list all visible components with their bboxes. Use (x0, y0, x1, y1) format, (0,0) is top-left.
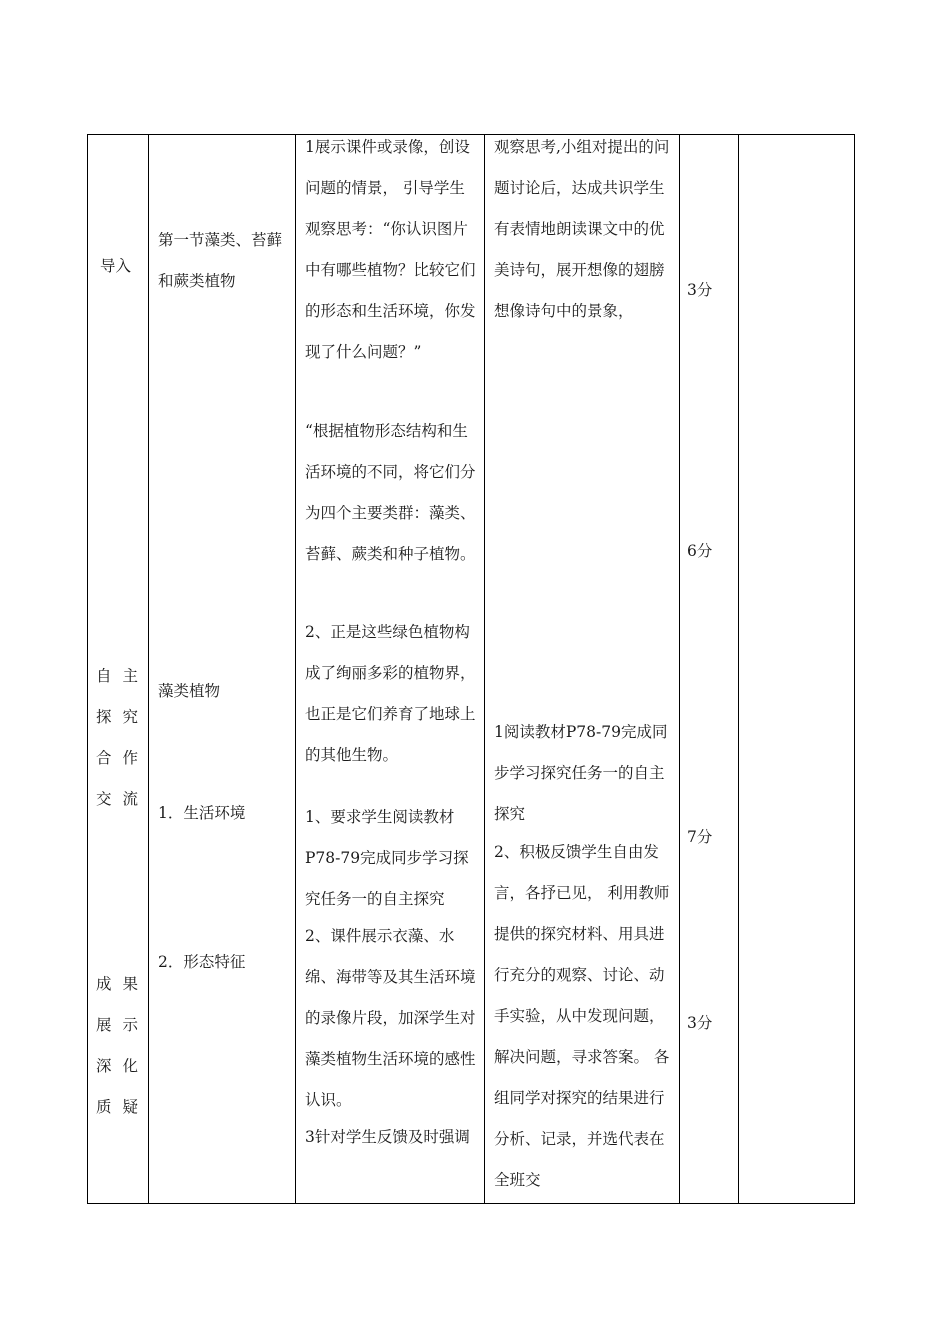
time-allocation-4: 3分 (687, 1014, 713, 1032)
teacher-activity-2: “根据植物形态结构和生活环境的不同，将它们分为四个主要类群：藻类、苔藓、蕨类和种子植物。 (305, 422, 476, 563)
stage-explore: 自 主 探 究 合 作 交流 (96, 667, 138, 808)
column-divider (679, 134, 680, 1204)
stage-intro: 导入 (100, 257, 132, 275)
time-allocation-2: 6分 (687, 542, 713, 560)
teacher-activity-4: 1、要求学生阅读教材P78-79完成同步学习探究任务一的自主探究 (305, 808, 469, 908)
teacher-activity-5: 2、课件展示衣藻、水绵、海带等及其生活环境的录像片段，加深学生对藻类植物生活环境的感性认识。 (305, 927, 476, 1109)
column-divider (295, 134, 296, 1204)
content-algae: 藻类植物 (158, 682, 221, 700)
content-morphology: 2．形态特征 (158, 953, 246, 971)
time-allocation-3: 7分 (687, 828, 713, 846)
section-title: 第一节藻类、苔藓和蕨类植物 (158, 231, 283, 290)
column-divider (484, 134, 485, 1204)
content-habitat: 1．生活环境 (158, 804, 246, 822)
stage-results: 成 果 展 示 深 化 质疑 (96, 975, 138, 1116)
student-activity-1: 观察思考,小组对提出的问题讨论后，达成共识学生有表情地朗读课文中的优美诗句，展开想像的翅膀想像诗句中的景象， (494, 138, 670, 320)
teacher-activity-3: 2、正是这些绿色植物构成了绚丽多彩的植物界，也正是它们养育了地球上的其他生物。 (305, 623, 476, 764)
column-divider (148, 134, 149, 1204)
column-divider (738, 134, 739, 1204)
time-allocation-1: 3分 (687, 281, 713, 299)
teacher-activity-6: 3针对学生反馈及时强调 (305, 1128, 470, 1146)
notes-column (742, 140, 850, 1200)
student-activity-3: 2、积极反馈学生自由发言，各抒已见， 利用教师提供的探究材料、用具进行充分的观察、讨论、动手实验，从中发现问题，解决问题，寻求答案。 各组同学对探究的结果进行分析、记录，并选代表在全班交 (494, 843, 670, 1189)
student-activity-2: 1阅读教材P78-79完成同步学习探究任务一的自主探究 (494, 723, 668, 823)
teacher-activity-1: 1展示课件或录像，创设问题的情景， 引导学生观察思考：“你认识图片中有哪些植物？比较它们的形态和生活环境，你发现了什么问题？” (305, 138, 476, 361)
